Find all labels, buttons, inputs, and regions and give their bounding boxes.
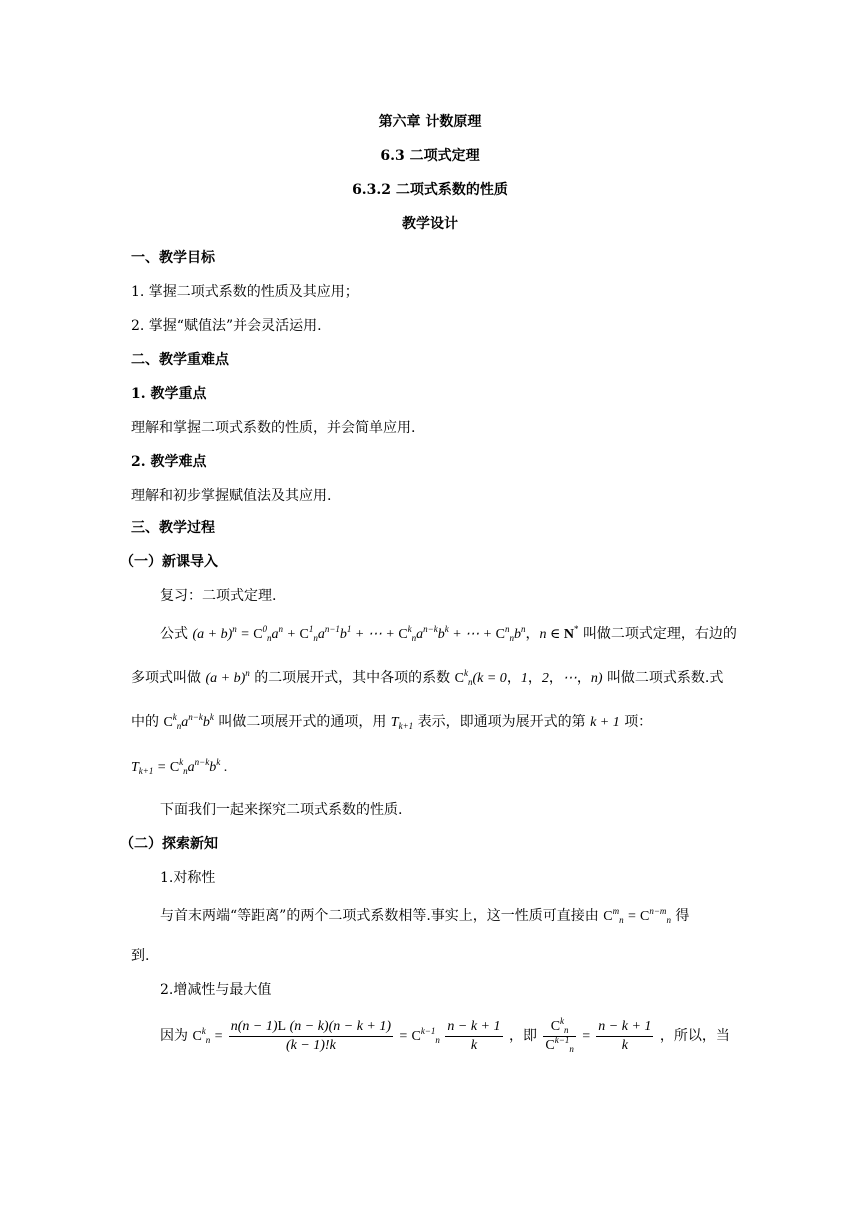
monotonicity-text-a: 因为 bbox=[160, 1028, 188, 1044]
doc-type-title: 教学设计 bbox=[402, 216, 458, 232]
general-term-formula: $T_{k+1} = C^k_na^{n-k}b^k$ . bbox=[131, 757, 228, 776]
transition-text: 下面我们一起来探究二项式系数的性质. bbox=[160, 802, 403, 818]
line3-text-c: 表示，即通项为展开式的第 bbox=[417, 714, 586, 730]
subsection-title: 6.3.2 二项式系数的性质 bbox=[352, 182, 508, 198]
line2-text-c: 叫做二项式系数.式 bbox=[606, 670, 724, 686]
expansion-math: $(a + b)^n$ bbox=[205, 668, 250, 686]
chapter-title: 第六章 计数原理 bbox=[378, 114, 482, 130]
formula-prefix: 公式 bbox=[160, 626, 188, 642]
difficulty-heading: 2. 教学难点 bbox=[131, 454, 207, 470]
line3-text-a: 中的 bbox=[131, 714, 159, 730]
line2-text-a: 多项式叫做 bbox=[131, 670, 201, 686]
symmetry-text-b: 得 bbox=[675, 908, 690, 924]
process-heading: 三、教学过程 bbox=[131, 520, 215, 536]
key-points-heading: 二、教学重难点 bbox=[131, 352, 229, 368]
difficulty-text: 理解和初步掌握赋值法及其应用. bbox=[131, 488, 332, 504]
explore-heading: （二）探索新知 bbox=[120, 836, 218, 852]
symmetry-formula: $C^m_n = C^{n-m}_n$ bbox=[603, 906, 671, 925]
monotonicity-text-c: ，所以，当 bbox=[659, 1028, 730, 1044]
objective-item-1: 1. 掌握二项式系数的性质及其应用； bbox=[131, 284, 359, 300]
focus-heading: 1. 教学重点 bbox=[131, 386, 207, 402]
monotonicity-title: 2.增减性与最大值 bbox=[160, 982, 272, 998]
formula-suffix: 叫做二项式定理，右边的 bbox=[582, 626, 737, 642]
symmetry-text-a: 与首末两端“等距离”的两个二项式系数相等.事实上，这一性质可直接由 bbox=[160, 908, 599, 924]
general-term-line bbox=[131, 712, 652, 733]
symmetry-title: 1.对称性 bbox=[160, 870, 216, 886]
binomial-theorem-formula: $(a + b)^n = C^0_na^n + C^1_na^{n-1}b^1$ + ⋯ + $C^k_na^{n-k}b^k$ + ⋯ + $C^n_nb^n$，n ∈ N* bbox=[192, 624, 579, 643]
binomial-formula-line bbox=[160, 624, 737, 645]
focus-text: 理解和掌握二项式系数的性质，并会简单应用. bbox=[131, 420, 416, 436]
monotonicity-text-b: ，即 bbox=[508, 1028, 537, 1044]
term-index-math: k + 1 bbox=[590, 715, 620, 730]
symmetry-line bbox=[160, 906, 689, 927]
objectives-heading: 一、教学目标 bbox=[131, 250, 215, 266]
recurrence-formula: $C^k_n$ = $\frac{n(n - 1)L (n - k)(n - k + 1)}{(k - 1)!k}$ = $C^{k-1}_n$ $\frac{n - k + 1}{k}$ bbox=[192, 1019, 501, 1054]
line3-text-b: 叫做二项展开式的通项，用 bbox=[218, 714, 387, 730]
term-symbol-math: $T_{k+1}$ bbox=[390, 715, 414, 731]
review-text: 复习：二项式定理. bbox=[160, 588, 277, 604]
line2-text-b: 的二项展开式，其中各项的系数 bbox=[254, 670, 451, 686]
coefficient-math: $C^k_n(k = 0$，1，2，⋯，n) bbox=[454, 668, 603, 687]
ratio-formula: $\frac{C^k_n}{C^{k-1}_n}$ = $\frac{n - k + 1}{k}$ bbox=[545, 1016, 652, 1055]
symmetry-text-c: 到. bbox=[131, 948, 150, 964]
objective-item-2: 2. 掌握“赋值法”并会灵活运用. bbox=[131, 318, 322, 334]
expansion-line bbox=[131, 668, 723, 689]
intro-heading: （一）新课导入 bbox=[120, 554, 218, 570]
section-title: 6.3 二项式定理 bbox=[380, 148, 480, 164]
line3-text-d: 项： bbox=[624, 714, 653, 730]
general-term-math: $C^k_na^{n-k}b^k$ bbox=[163, 712, 214, 731]
monotonicity-line bbox=[160, 1014, 730, 1058]
